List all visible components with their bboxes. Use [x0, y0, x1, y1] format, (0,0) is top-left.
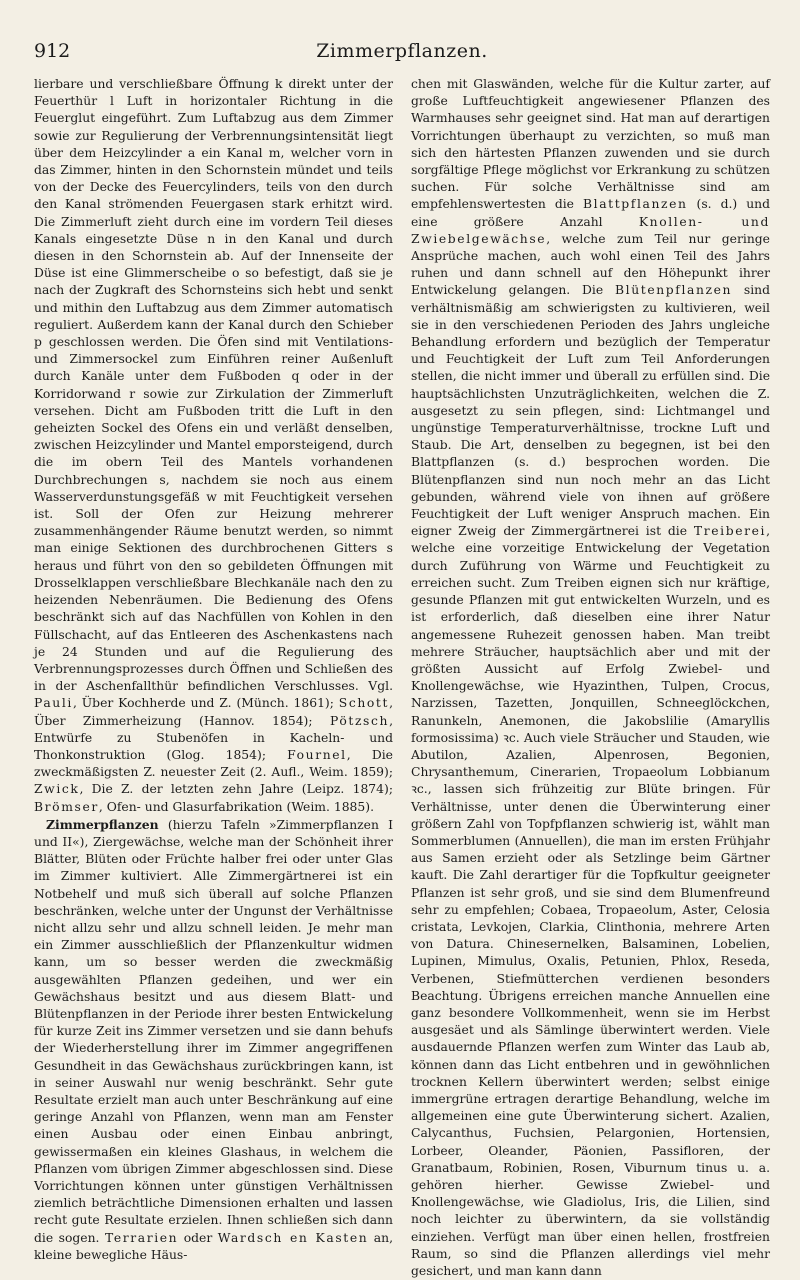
emphasized-text: Brömser — [34, 799, 99, 814]
text-run: (hierzu Tafeln »Zimmerpflanzen I und II«), Ziergewächse, welche man der Schönheit ihrer Blätter, Blüten oder Früchte halber frei oder unter Glas im Zimmer kultiviert. Alle Zimmergärtnerei ist ein Notbehelf und muß sich überall auf solche Pflanzen beschränken, welche unter der Ungunst der Verhältnisse nicht allzu sehr und allzu schnell leiden. Je mehr man ein Zimmer ausschließlich der Pflanzenkultur widmen kann, um so besser werden die zweckmäßig ausgewählten Pflanzen gedeihen, und wer ein Gewächshaus besitzt und aus diesem Blatt- und Blütenpflanzen in der Periode ihrer besten Entwickelung für kurze Zeit ins Zimmer versetzen und sie dann behufs der Wiederherstellung ihrer im Zimmer angegriffenen Gesundheit in das Gewächshaus zurückbringen kann, ist in seiner Auswahl nur wenig beschränkt. Sehr gute Resultate erzielt man auch unter Beschränkung auf eine geringe Anzahl von Pflanzen, wenn man am Fenster einen Ausbau oder einen Einbau anbringt, gewissermaßen ein kleines Glashaus, in welchem die Pflanzen vom übrigen Zimmer abgeschlossen sind. Diese Vorrichtungen können unter günstigen Verhältnissen ziemlich beträchtliche Dimensionen erhalten und lassen recht gute Resultate erzielen. Ihnen schließen sich dann die sogen. — [34, 817, 393, 1245]
text-run: sind verhältnismäßig am schwierigsten zu kultivieren, weil sie in den verschiedenen Perioden des Jahrs ungleiche Behandlung erfordern und bezüglich der Temperatur und Feuchtigkeit der Luft zum Teil Anforderungen stellen, die nicht immer und überall zu erfüllen sind. Die hauptsächlichsten Unzuträglichkeiten, welchen die Z. ausgesetzt zu sein pflegen, sind: Lichtmangel und ungünstige Temperaturverhältnisse, trockne Luft und Staub. Die Art, denselben zu begegnen, ist bei den Blattpflanzen (s. d.) besprochen worden. Die Blütenpflanzen sind nun noch mehr an das Licht gebunden, während viele von ihnen auf größere Feuchtigkeit der Luft weniger Anspruch machen. Ein eigner Zweig der Zimmergärtnerei ist die — [411, 283, 770, 539]
emphasized-text: Blütenpflanzen — [614, 283, 733, 298]
emphasized-text: Knollen- und Zwiebelgewächse — [411, 214, 770, 246]
text-run: oder — [178, 1230, 218, 1245]
paragraph — [411, 76, 770, 1280]
text-body — [34, 76, 770, 1279]
text-run: an, kleine bewegliche Häus- — [34, 1230, 393, 1262]
text-run: chen mit Glaswänden, welche für die Kultur zarter, auf große Luftfeuchtigkeit angewiesener Pflanzen des Warmhauses sehr geeignet sind. Hat man auf derartigen Vorrichtungen überhaupt zu verzichten, so muß man sich den härtesten Pflanzen zuwenden und sie durch sorgfältige Pflege möglichst vor Erkrankung zu schützen suchen. Für solche Verhältnisse sind am empfehlenswertesten die — [411, 77, 770, 212]
right-column — [411, 76, 770, 1279]
emphasized-text: Pötzsch — [329, 713, 390, 728]
page-title: Zimmerpflanzen. — [316, 40, 488, 62]
text-run: , Über Zimmerheizung (Hannov. 1854); — [34, 696, 393, 728]
left-column — [34, 76, 393, 1261]
paragraph — [34, 816, 393, 1264]
emphasized-text: Pauli — [34, 696, 73, 711]
headword: Zimmerpflanzen — [46, 816, 159, 832]
page-header — [34, 40, 770, 66]
text-run: , Die Z. der letzten zehn Jahre (Leipz. 1874); — [79, 782, 393, 797]
text-run: , welche eine vorzeitige Entwickelung der Vegetation durch Zuführung von Wärme und Feuchtigkeit zu erreichen sucht. Zum Treiben eignen sich nur kräftige, gesunde Pflanzen mit gut entwickelten Wurzeln, und es ist erforderlich, daß dieselben eine ihrer Natur angemessene Ruhezeit genossen haben. Man treibt mehrere Sträucher, hauptsächlich aber und mit der größten Aussicht auf Erfolg Zwiebel- und Knollengewächse, wie Hyazinthen, Tulpen, Crocus, Narzissen, Tazetten, Jonquillen, Schneeglöckchen, Ranunkeln, Anemonen, die Jakobslilie (Amaryllis formosissima) ꝛc. Auch viele Sträucher und Stauden, wie Abutilon, Azalien, Alpenrosen, Begonien, Chrysanthemum, Cinerarien, Tropaeolum Lobbianum ꝛc., lassen sich frühzeitig zur Blüte bringen. Für Verhältnisse, unter denen die Überwinterung einer größern Zahl von Topfpflanzen schwierig ist, wählt man Sommerblumen (Annuellen), die man im ersten Frühjahr aus Samen erzieht oder als Setzlinge beim Gärtner kauft. Die Zahl derartiger für die Topfkultur geeigneter Pflanzen ist sehr groß, und sie sind dem Blumenfreund sehr zu empfehlen; Cobaea, Tropaeolum, Aster, Celosia cristata, Levkojen, Clarkia, Clinthonia, mehrere Arten von Datura. Chinesernelken, Balsaminen, Lobelien, Lupinen, Mimulus, Oxalis, Petunien, Phlox, Reseda, Verbenen, Stiefmütterchen verdienen besonders Beachtung. Übrigens erreichen manche Annuellen eine ganz besondere Vollkommenheit, wenn sie im Herbst ausgesäet und als Sämlinge überwintert werden. Viele ausdauernde Pflanzen werfen zum Winter das Laub ab, können dann das Licht entbehren und in gewöhnlichen trocknen Kellern überwintert werden; selbst einige immergrüne ertragen derartige Behandlung, welche im allgemeinen eine gute Überwinterung sichert. Azalien, Calycanthus, Fuchsien, Pelargonien, Hortensien, Lorbeer, Oleander, Päonien, Passifloren, der Granatbaum, Robinien, Rosen, Viburnum tinus u. a. gehören hierher. Gewisse Zwiebel- und Knollengewächse, wie Gladiolus, Iris, die Lilien, sind noch leichter zu überwintern, da sie vollständig einziehen. Verfügt man über einen hellen, frostfreien Raum, so sind die Pflanzen allerdings viel mehr gesichert, und man kann dann — [411, 524, 770, 1279]
text-run: , Über Kochherde und Z. (Münch. 1861); — [72, 696, 339, 711]
emphasized-text: Zwick — [34, 782, 80, 797]
paragraph — [34, 76, 393, 816]
emphasized-text: Schott — [338, 696, 390, 711]
emphasized-text: Treiberei — [693, 524, 767, 539]
text-run: , welche zum Teil nur geringe Ansprüche machen, auch wohl einen Teil des Jahrs ruhen und dann schnell auf den Höhepunkt ihrer Entwickelung gelangen. Die — [411, 231, 770, 298]
emphasized-text: Fournel — [287, 747, 347, 762]
text-run: , Die zweckmäßigsten Z. neuester Zeit (2. Aufl., Weim. 1859); — [34, 747, 393, 780]
emphasized-text: Blattpflanzen — [582, 197, 688, 212]
text-run: (s. d.) und eine größere Anzahl — [411, 197, 770, 229]
text-run: , Ofen- und Glasurfabrikation (Weim. 1885). — [98, 799, 375, 814]
page-number: 912 — [34, 40, 71, 62]
emphasized-text: Terrarien — [104, 1230, 179, 1245]
emphasized-text: Wardsch en Kasten — [217, 1230, 369, 1245]
text-run: lierbare und verschließbare Öffnung k direkt unter der Feuerthür l Luft in horizontaler Richtung in die Feuerglut eingeführt. Zum Luftabzug aus dem Zimmer sowie zur Regulierung der Verbrennungsintensität liegt über dem Heizcylinder a ein Kanal m, welcher vorn in das Zimmer, hinten in den Schornstein mündet und teils von der Decke des Feuercylinders, teils von den durch den Kanal strömenden Feuergasen stark erhitzt wird. Die Zimmerluft zieht durch eine im vordern Teil dieses Kanals eingesetzte Düse n in den Kanal und durch diesen in den Schornstein ab. Auf der Innenseite der Düse ist eine Glimmerscheibe o so befestigt, daß sie je nach der Zugkraft des Schornsteins sich hebt und senkt und mithin den Luftabzug aus dem Zimmer automatisch reguliert. Außerdem kann der Kanal durch den Schieber p geschlossen werden. Die Öfen sind mit Ventilations- und Zimmersockel zum Einführen reiner Außenluft durch Kanäle unter dem Fußboden q oder in der Korridorwand r sowie zur Zirkulation der Zimmerluft versehen. Dicht am Fußboden tritt die Luft in den geheizten Sockel des Ofens ein und verläßt denselben, zwischen Heizcylinder und Mantel emporsteigend, durch die im obern Teil des Mantels vorhandenen Durchbrechungen s, nachdem sie noch aus einem Wasserverdunstungsgefäß w mit Feuchtigkeit versehen ist. Soll der Ofen zur Heizung mehrerer zusammenhängender Räume benutzt werden, so nimmt man einige Sektionen des durchbrochenen Gitters s heraus und führt von den so gebildeten Öffnungen mit Drosselklappen verschließbare Blechkanäle nach den zu heizenden Nebenräumen. Die Bedienung des Ofens beschränkt sich auf das Nachfüllen von Kohlen in den Füllschacht, auf das Entleeren des Aschenkastens nach je 24 Stunden und auf die Regulierung des Verbrennungsprozesses durch Öffnen und Schließen des in der Aschenfallthür befindlichen Verschlusses. Vgl. — [34, 77, 393, 694]
text-run: , Entwürfe zu Stubenöfen in Kacheln- und Thonkonstruktion (Glog. 1854); — [34, 713, 393, 762]
